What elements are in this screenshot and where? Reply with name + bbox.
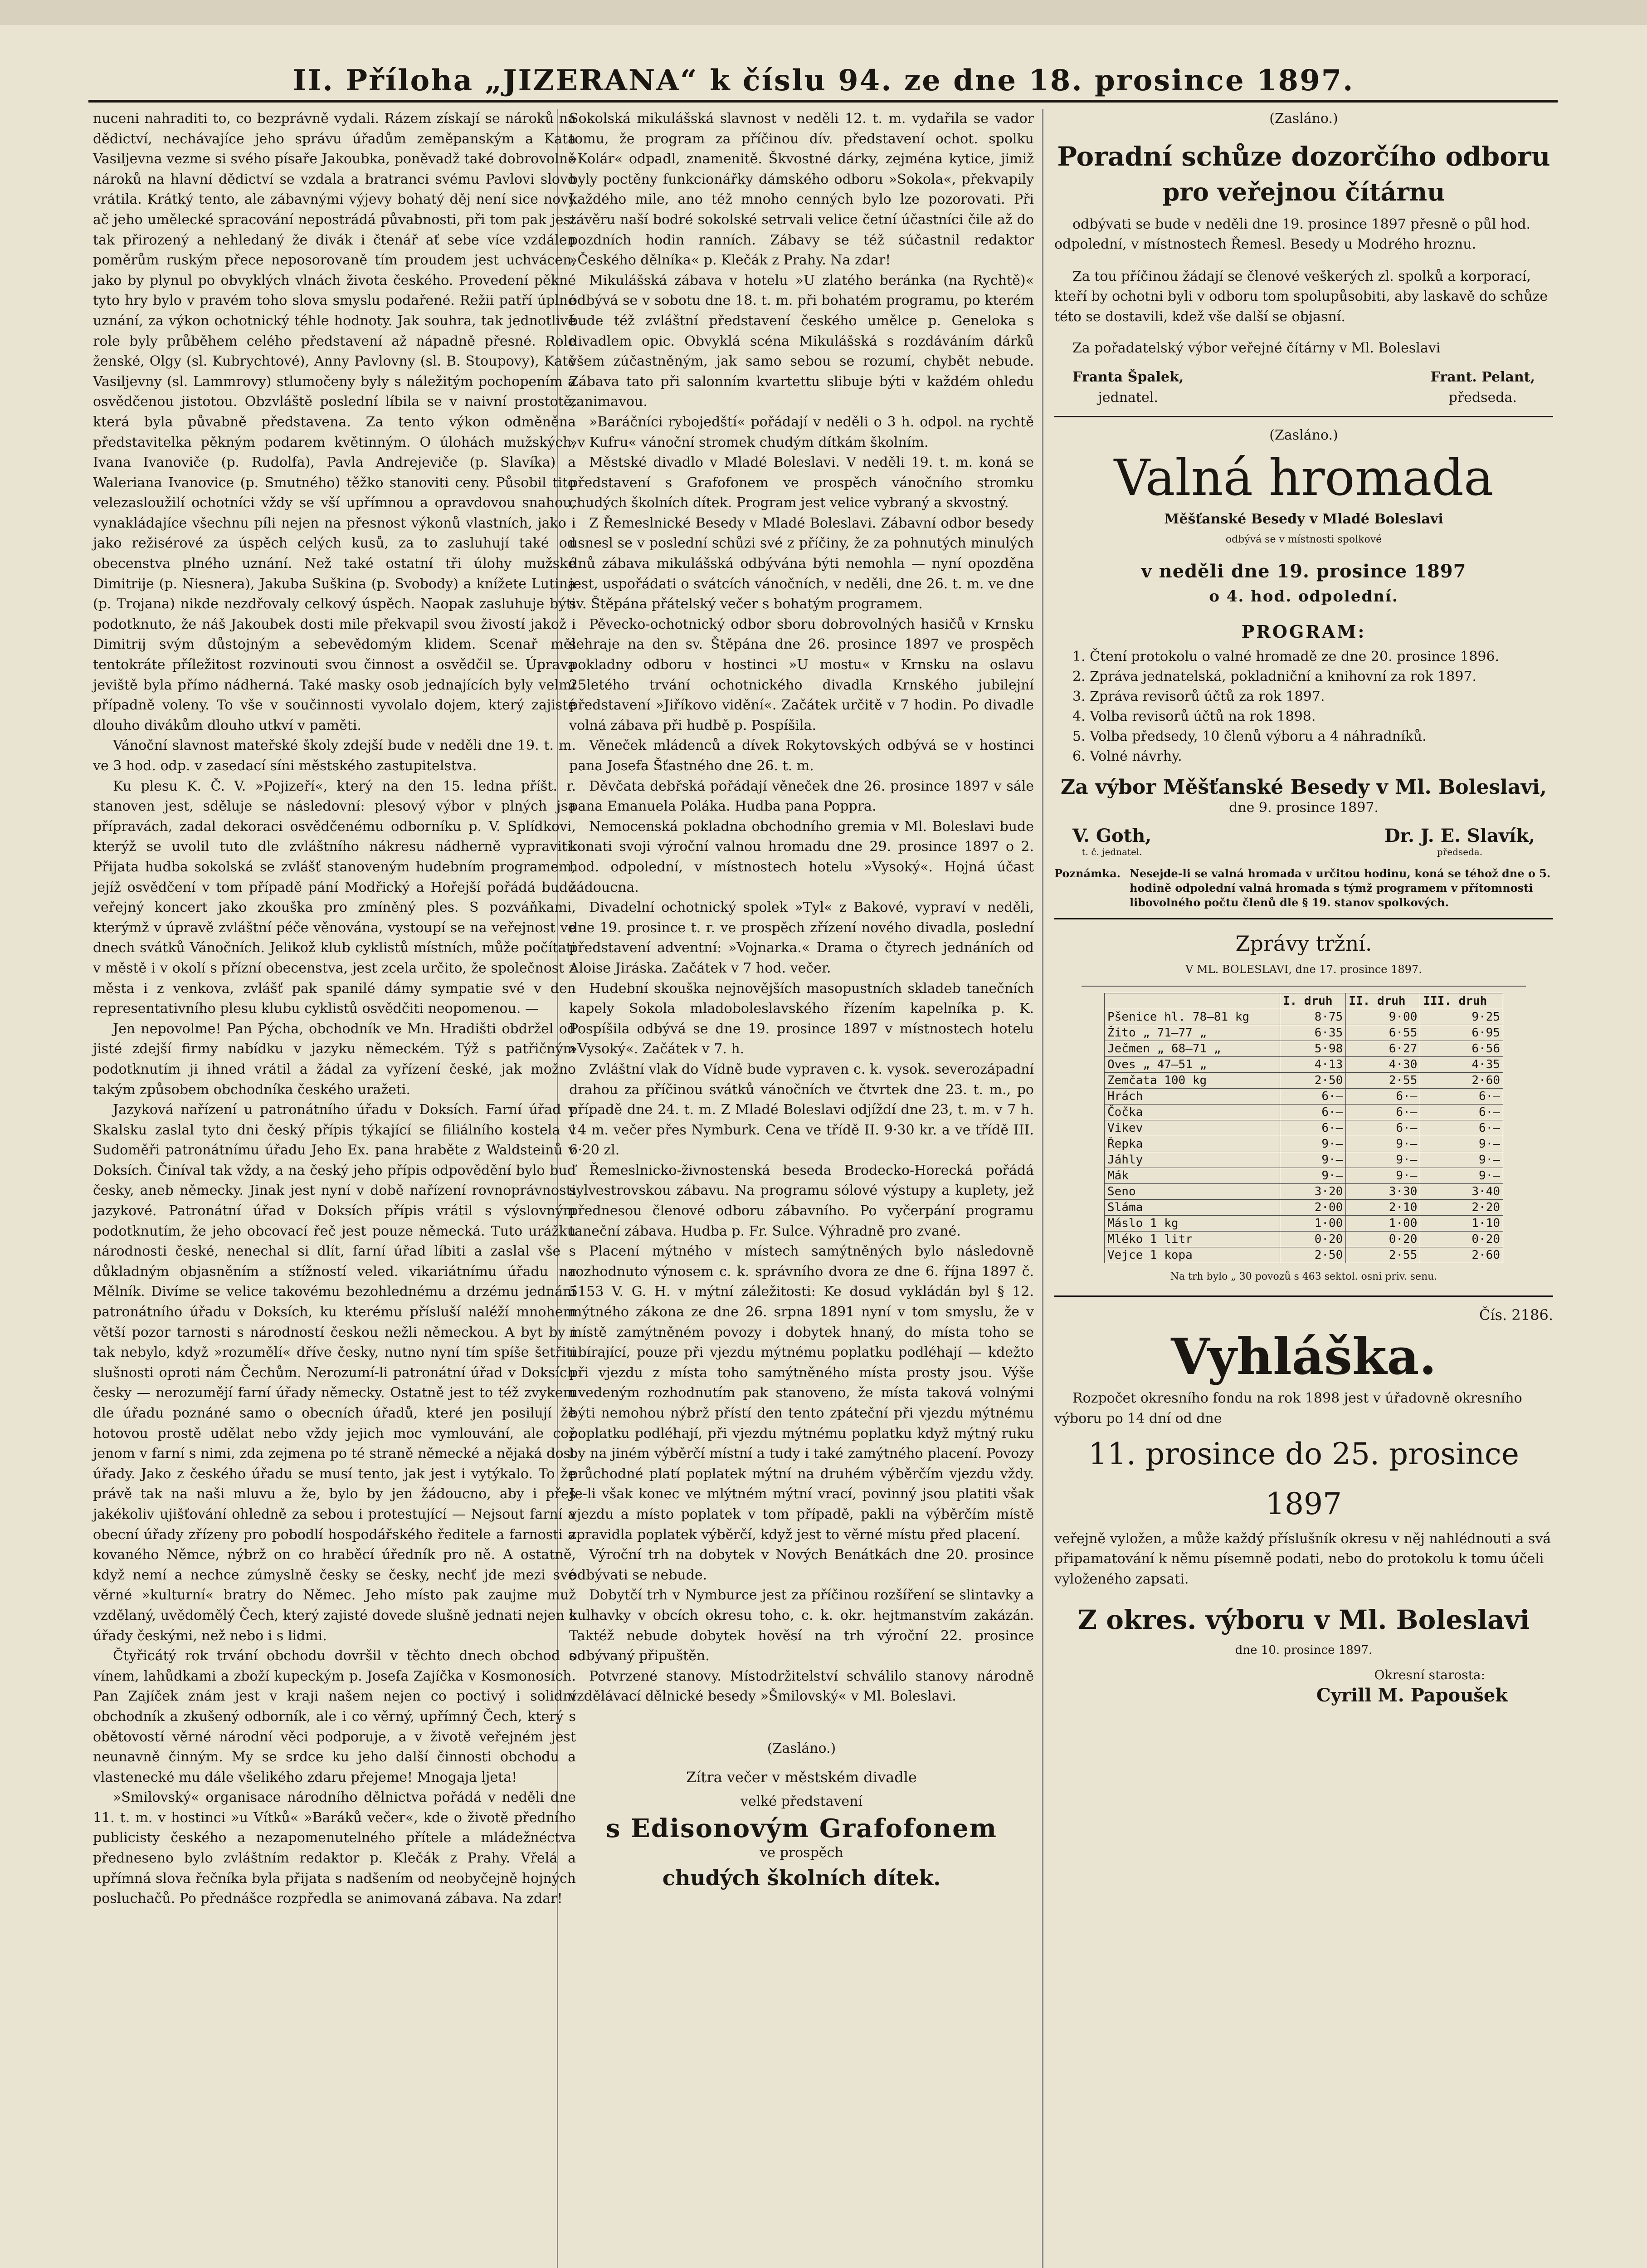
zaslano-label: (Zasláno.)	[767, 1740, 836, 1756]
table-header-row	[1105, 993, 1503, 1009]
table-row	[1105, 1168, 1503, 1184]
article: Mikulášská zábava v hotelu »U zlatého beránka (na Rychtě)« odbývá se v sobotu dne 18. t. m. při bohatém programu, po kterém bude též zvláštní představení českého umělce p. Geneloka s divadlem opic. Obvyklá scéna Mikulášská s rozdáváním dárků všem zúčastněným, jak samo sebou se rozumí, chybět nebude. Zábava tato při salonním kvartettu slibuje býti v každém ohledu zanimavou.	[569, 272, 1034, 410]
article: Výroční trh na dobytek v Nových Benátkách dne 20. prosince odbývati se nebude.	[569, 1547, 1034, 1583]
commodity-cell: Vikev	[1105, 1120, 1280, 1136]
commodity-cell: Žito „ 71—77 „	[1105, 1025, 1280, 1041]
price-cell: 9·—	[1346, 1136, 1420, 1152]
article: »Smilovský« organisace národního dělnictva pořádá v neděli dne 11. t. m. v hostinci »u Vítků« »Baráků večer«, kde o životě předního publicisty českého a nezapomenutelného přítele a mládežnéctva předneseno bylo zvláštním redaktor p. Klečák z Prahy. Vřelá a upřímná slova řečníka byla přijata s nadšením od neobyčejně hojných posluchačů. Po přednášce rozpředla se animovaná zábava. Na zdar!	[93, 1789, 576, 1907]
poznamka	[1054, 866, 1553, 910]
notice-date: dne 10. prosince 1897.	[1235, 1643, 1373, 1657]
table-row	[1105, 1041, 1503, 1057]
market-subtitle: V ML. BOLESLAVI, dne 17. prosince 1897.	[1185, 963, 1422, 976]
program-item: 2. Zpráva jednatelská, pokladniční a knihovní za rok 1897.	[1072, 668, 1477, 684]
signature-role: předseda.	[1437, 846, 1483, 857]
ad-line: ve prospěch	[760, 1845, 843, 1861]
table-row	[1105, 1009, 1503, 1025]
commodity-cell: Seno	[1105, 1184, 1280, 1200]
price-cell: 6·27	[1346, 1041, 1420, 1057]
commodity-cell: Zemčata 100 kg	[1105, 1073, 1280, 1089]
table-row	[1105, 1200, 1503, 1216]
price-table-body	[1105, 1009, 1503, 1263]
table-row	[1105, 1025, 1503, 1041]
price-cell: 6·—	[1420, 1120, 1503, 1136]
article: nuceni nahraditi to, co bezprávně vydali. Rázem získají se nároků na dědictví, nechávajíce jeho správu úřadům zeměpanským a Kata Vasiljevna vezme si svého písaře Jakoubka, poněvadž také dobrovolně nároků na hlavní dědictví se vzdala a bratranci svému Pavlovi slovo vrátila. Krátký tento, ale zábavnými výjevy bohatý děj není sice nový ač jeho umělecké spracování nepostrádá půvabnosti, při tom pak jest tak přirozený a nehledaný že divák i čtenář ať sebe více vzdálen poměrům ruským přece neposorovaně tím proudem jest uchvácen, jako by plynul po obvyklých vlnách života českého. Provedení pěkné tyto hry bylo v pravém toho slova smyslu podařené. Režii patří úplné uznání, za výkon ochotnický téhle hodnoty. Jak souhra, tak jednotlivé role byly průběhem celého představení až nápadně přesné. Role ženské, Olgy (sl. Kubrychtové), Anny Pavlovny (sl. B. Stoupovy), Katě Vasiljevny (sl. Lammrovy) stlumočeny byly s náležitým pochopením a osvědčenou jistotou. Obzvláště poslední líbila se v naivní prostotě, která byla půvabně představena. Za tento výkon odměněna představitelka pěkným podarem květinným. O úlohách mužských, Ivana Ivanoviče (p. Rudolfa), Pavla Andrejeviče (p. Slavíka) a Waleriana Ivanovice (p. Smutného) těžko stanoviti ceny. Působil tito velezasloužilí ochotníci vždy se vší upřímnou a opravdovou snahou, vynakládajíce všechnu píli nejen na přesnost výkonů vlastních, jako i jako režisérové za úspěch celých kusů, za to zasluhují také od obecenstva plného uznání. Než také ostatní tři úlohy mužské Dimitrije (p. Niesnera), Jakuba Suškina (p. Svobody) a knížete Lutina (p. Trojana) nikde nezdřovaly celkový úspěch. Naopak zasluhuje býti podotknuto, že náš Jakoubek dosti mile překvapil svou živostí jakož i Dimitrij svým důstojným a sebevědomým klidem. Scenař měl tentokráte příležitost rozvinouti svou činnost a osvědčil se. Úprava jeviště byla přímo nádherná. Také masky osob jednajících byly velmi případně voleny. To vše v součinnosti vyvolalo dojem, který zajisté dlouho divákům dlouho utkví v paměti.	[93, 111, 576, 733]
ad-line: chudých školních dítek.	[662, 1865, 941, 1890]
price-cell: 2·10	[1346, 1200, 1420, 1216]
market-footer: Na trh bylo „ 30 povozů s 463 sektol. osni priv. senu.	[1170, 1271, 1437, 1283]
divider	[1082, 986, 1526, 987]
price-cell: 0·20	[1346, 1232, 1420, 1247]
price-cell: 9·—	[1280, 1136, 1345, 1152]
notice-number: Čís. 2186.	[1479, 1306, 1553, 1324]
article: Pěvecko-ochotnický odbor sboru dobrovolných hasičů v Krnsku sehraje na den sv. Štěpána dne 26. prosince 1897 ve prospěch pokladny odboru v hostinci »U mostu« v Krnsku na oslavu 25letého trvání ochotnického divadla Krnského jubilejní představení »Jiříkovo vidění«. Začátek určitě v 7 hodin. Po divadle volná zábava při hudbě p. Pospíšila.	[569, 616, 1034, 733]
ad-time: o 4. hod. odpolední.	[1209, 587, 1398, 606]
price-cell: 9·—	[1346, 1168, 1420, 1184]
market-title: Zprávy tržní.	[1235, 931, 1372, 956]
commodity-cell: Ječmen „ 68—71 „	[1105, 1041, 1280, 1057]
program-item: 4. Volba revisorů účtů na rok 1898.	[1072, 708, 1316, 724]
table-row	[1105, 1216, 1503, 1232]
price-cell: 3·30	[1346, 1184, 1420, 1200]
signature	[1072, 367, 1184, 408]
signatures	[1054, 826, 1553, 857]
article: Řemeslnicko-živnostenská beseda Brodecko-Horecká pořádá sylvestrovskou zábavu. Na programu sólové výstupy a kuplety, jež přednesou členové odboru zábavního. Po vyčerpání programu taneční zábava. Hudba p. Fr. Sulce. Výhradně pro zvané.	[569, 1162, 1034, 1239]
table-row	[1105, 1073, 1503, 1089]
signature	[1431, 367, 1535, 408]
price-cell: 6·—	[1420, 1089, 1503, 1105]
article: Čtyřicátý rok trvání obchodu dovršil v těchto dnech obchod s vínem, lahůdkami a zboží kupeckým p. Josefa Zajíčka v Kosmonosích. Pan Zajíček znám jest v kraji našem nejen co poctivý i solidní obchodník a zkušený odborník, ale i co věrný, upřímný Čech, který s obětovostí věrné národní věci podporuje, a v životě veřejném jest neunavně činným. My se srdce ku jeho další činnosti obchodu a vlastenecké mu dále všelikého zdaru přejeme! Mnogaja ljeta!	[93, 1648, 576, 1785]
masthead: II. Příloha „JIZERANA“ k číslu 94. ze dne 18. prosince 1897.	[292, 64, 1355, 98]
signature-name: V. Goth,	[1072, 825, 1152, 847]
table-row	[1105, 1184, 1503, 1200]
price-cell: 9·—	[1420, 1152, 1503, 1168]
table-row	[1105, 1152, 1503, 1168]
ad-date-line: dne 9. prosince 1897.	[1229, 799, 1379, 816]
table-row	[1105, 1089, 1503, 1105]
price-table	[1104, 993, 1503, 1263]
price-cell: 0·20	[1280, 1232, 1345, 1247]
price-cell: 6·—	[1280, 1105, 1345, 1120]
table-row	[1105, 1057, 1503, 1073]
article: Sokolská mikulášská slavnost v neděli 12. t. m. vydařila se vador tomu, že program za příčinou dív. představení ochot. spolku »Kolár« odpadl, znamenitě. Škvostné dárky, zejména kytice, jimiž byly poctěny funkcionářky dámského odboru »Sokola«, překvapily každého mile, ano též mnoho cenných bylo lze pozorovati. Při závěru naší bodré sokolské setrvali velice četní účastníci čile až do pozdních hodin ranních. Zábavy se též súčastnil redaktor »Českého dělníka« p. Klečák z Prahy. Na zdar!	[569, 111, 1034, 269]
table-row	[1105, 1232, 1503, 1247]
program-label: PROGRAM:	[1241, 621, 1366, 642]
article: Placení mýtného v místech samýtněných bylo následovně rozhodnuto výnosem c. k. správního dvora ze dne 6. října 1897 č. 5153 V. G. H. v mýtní záležitosti: Ke dosud vykládán byl § 12. mýtného zákona ze dne 26. srpna 1891 nyní v tom smyslu, že v místě zamýtněném povozy i dobytek hnaný, do místa toho se ubírající, pouze při vjezdu mýtnému poplatku podléhají — kdežto při vjezdu z místa toho samýtněného místa prosty jsou. Výše uvedeným rozhodnutím pak stanoveno, že místa taková volnými býti nemohou nýbrž přístí den tento zpáteční při vjezdu mýtnému poplatku podléhají, při vjezdu mýtnému poplatku když mýtný ruku by na jiném výběrčí místní a tudy i také zamýtného placení. Povozy průchodné platí poplatek mýtní na druhém výběrčím vjezdu vždy. Je-li však konec ve mlýtném mýtní vrací, povinný jsou platiti však vjezdu a místo poplatek v tom případě, pakli na výběrčím místě zpravidla poplatek výběrčí, když jest to věrné místu před placení.	[569, 1243, 1034, 1543]
za-vybor: Za výbor Měšťanské Besedy v Ml. Boleslavi,	[1061, 775, 1547, 799]
notice-signature: Cyrill M. Papoušek	[1316, 1684, 1508, 1706]
notice-org: Z okres. výboru v Ml. Boleslavi	[1077, 1604, 1530, 1636]
commodity-cell: Pšenice hl. 78—81 kg	[1105, 1009, 1280, 1025]
article: Děvčata debřská pořádají věneček dne 26. prosince 1897 v sále pana Emanuela Poláka. Hudba pana Poppra.	[569, 778, 1034, 815]
commodity-cell: Vejce 1 kopa	[1105, 1247, 1280, 1263]
article: »Baráčníci rybojedští« pořádají v neděli o 3 h. odpol. na rychtě »v Kufru« vánoční stromek chudým dítkám školním.	[569, 414, 1034, 450]
ad-headline: pro veřejnou čítárnu	[1162, 177, 1445, 206]
ad-line: velké představení	[740, 1794, 863, 1810]
poznamka-text: Nesejde-li se valná hromada v určitou hodinu, koná se téhož dne o 5. hodině odpolední valná hromada s týmž programem v přítomnosti libovolného počtu členů dle § 19. stanov spolkových.	[1129, 866, 1551, 909]
commodity-cell: Oves „ 47—51 „	[1105, 1057, 1280, 1073]
article: Nemocenská pokladna obchodního gremia v Ml. Boleslavi bude konati svoji výroční valnou hromadu dne 29. prosince 1897 o 2. hod. odpolední, v místnostech hotelu »Vysoký«. Hojná účast žádoucna.	[569, 818, 1034, 895]
ad-body: Za tou příčinou žádají se členové veškerých zl. spolků a korporací, kteří by ochotni byli v odboru tom spolupůsobiti, aby laskavě do schůze této se dostavili, kdež vše další se objasní.	[1054, 268, 1548, 325]
article: Vánoční slavnost mateřské školy zdejší bude v neděli dne 19. t. m. ve 3 hod. odp. v zasedací síni městského zastupitelstva.	[93, 738, 576, 774]
col-header: II. druh	[1346, 993, 1420, 1009]
program-item: 1. Čtení protokolu o valné hromadě ze dne 20. prosince 1896.	[1072, 648, 1500, 665]
price-cell: 2·20	[1420, 1200, 1503, 1216]
price-cell: 2·60	[1420, 1073, 1503, 1089]
signature-name: Franta Špalek,	[1072, 369, 1184, 386]
divider	[1054, 416, 1553, 417]
signature-name: Frant. Pelant,	[1430, 369, 1535, 386]
table-row	[1105, 1136, 1503, 1152]
commodity-cell: Hrách	[1105, 1089, 1280, 1105]
col-header: I. druh	[1280, 993, 1345, 1009]
program-item: 3. Zpráva revisorů účtů za rok 1897.	[1072, 688, 1325, 704]
article: Divadelní ochotnický spolek »Tyl« z Bakové, vypraví v neděli, dne 19. prosince t. r. ve prospěch zřízení nového divadla, poslední představení adventní: »Vojnarka.« Drama o čtyrech jednáních od Aloise Jiráska. Začátek v 7 hod. večer.	[569, 899, 1034, 976]
grafofon-ad	[569, 1739, 1034, 1888]
ad-headline: Poradní schůze dozorčího odboru	[1057, 141, 1550, 172]
market-report	[1054, 928, 1553, 1287]
table-row	[1105, 1247, 1503, 1263]
signature	[1384, 826, 1535, 857]
price-cell: 6·—	[1346, 1089, 1420, 1105]
ad-headline: s Edisonovým Grafofonem	[605, 1813, 997, 1843]
signatures	[1054, 367, 1553, 408]
valna-ad	[1054, 425, 1553, 909]
article: Hudební skouška nejnovějších masopustních skladeb tanečních kapely Sokola mladoboleslavského řízením kapelníka p. K. Pospíšila odbývá se dne 19. prosince 1897 v místnostech hotelu »Vysoký«. Začátek v 7. h.	[569, 980, 1034, 1057]
price-cell: 6·95	[1420, 1025, 1503, 1041]
price-cell: 9·—	[1420, 1136, 1503, 1152]
price-cell: 2·50	[1280, 1073, 1345, 1089]
price-cell: 2·55	[1346, 1073, 1420, 1089]
column-2	[569, 109, 1034, 1888]
signature-role: t. č. jednatel.	[1082, 846, 1142, 857]
signature-role: předseda.	[1448, 389, 1517, 406]
signature-name: Dr. J. E. Slavík,	[1384, 825, 1535, 847]
article: Dobytčí trh v Nymburce jest za příčinou rozšíření se slintavky a kulhavky v obcích okresu toho, c. k. okr. hejtmanstvím zakázán. Taktéž nebude dobytek hověsí na trh výroční 22. prosince odbývaný připuštěn.	[569, 1587, 1034, 1664]
price-cell: 6·35	[1280, 1025, 1345, 1041]
price-cell: 6·56	[1420, 1041, 1503, 1057]
poradni-ad	[1054, 109, 1553, 408]
divider	[1054, 918, 1553, 919]
price-cell: 4·13	[1280, 1057, 1345, 1073]
price-cell: 8·75	[1280, 1009, 1345, 1025]
notice-title: Vyhláška.	[1171, 1327, 1437, 1386]
divider	[1054, 1295, 1553, 1297]
notice-body: Rozpočet okresního fondu na rok 1898 jest v úřadovně okresního výboru po 14 dní od dne	[1054, 1390, 1522, 1427]
signature-role: jednatel.	[1098, 389, 1158, 406]
program-list	[1072, 647, 1553, 767]
commodity-cell: Čočka	[1105, 1105, 1280, 1120]
column-1	[93, 109, 576, 1909]
ad-sub: odbývá se v místnosti spolkové	[1225, 533, 1382, 545]
ad-line: Zítra večer v městském divadle	[686, 1768, 917, 1786]
column-3	[1054, 109, 1553, 1706]
price-cell: 6·—	[1280, 1120, 1345, 1136]
commodity-cell: Řepka	[1105, 1136, 1280, 1152]
article: Jen nepovolme! Pan Pýcha, obchodník ve Mn. Hradišti obdržel od jisté zdejší firmy nabídku v jazyku německém. Týž s patřičným podotknutím ji ihned vrátil a žádal za vyřízení české, jak možno takým způsobem obchodníka českého uražeti.	[93, 1021, 576, 1098]
col-header	[1105, 993, 1280, 1009]
price-cell: 2·00	[1280, 1200, 1345, 1216]
commodity-cell: Mléko 1 litr	[1105, 1232, 1280, 1247]
signature	[1072, 826, 1151, 857]
article: Potvrzené stanovy. Místodržitelství schválilo stanovy národně vzdělávací dělnické besedy »Šmilovský« v Ml. Boleslavi.	[569, 1668, 1034, 1705]
price-cell: 4·30	[1346, 1057, 1420, 1073]
price-cell: 2·60	[1420, 1247, 1503, 1263]
price-cell: 9·—	[1280, 1168, 1345, 1184]
table-row	[1105, 1105, 1503, 1120]
price-cell: 6·—	[1280, 1089, 1345, 1105]
price-cell: 5·98	[1280, 1041, 1345, 1057]
column-rule	[1042, 109, 1043, 2268]
ad-body: odbývati se bude v neděli dne 19. prosince 1897 přesně o půl hod. odpolední, v místnostech Řemesl. Besedy u Modrého hroznu.	[1054, 216, 1531, 253]
article: Z Řemeslnické Besedy v Mladé Boleslavi. Zábavní odbor besedy usnesl se v poslední schůzi své z příčiny, že za pohnutých minulých dnů zábava mikulášská odbývána býti nemohla — nyní opozděna jest, uspořádati o svátcích vánočních, v neděli, dne 26. t. m. ve dne sv. Štěpána přátelský večer s bohatým programem.	[569, 515, 1034, 612]
price-cell: 6·—	[1346, 1105, 1420, 1120]
price-cell: 1·00	[1280, 1216, 1345, 1232]
article: Jazyková nařízení u patronátního úřadu v Doksích. Farní úřad v Skalsku zaslal tyto dni český přípis týkající se filiálního kostela v Sudoměři patronátnímu úřadu Jeho Ex. pana hraběte z Waldsteinů v Doksích. Činíval tak vždy, a na český jeho přípis odpovědění bylo buď česky, aneb německy. Jinak jest nyní v době nařízení rovnoprávnosti jazykové. Patronátní úřad v Doksích přípis vrátil s výslovným podotknutím, že jeho obcovací řeč jest pouze německá. Tuto urážku národnosti české, nenechal si dlít, farní úřad líbiti a zaslal vše s důkladným objasněním a stížností veled. vikariátnímu úřadu na Mělník. Divíme se velice takovému bezohlednému a drzému jednání patronátního úřadu v Doksích, ku kterému přísluší naléží mnohem větší pozor tarnosti s národností českou nežli německou. A byt by i tak nebylo, když »rozumělí« dříve česky, nutno nyní tím spíše šetřiti slušnosti oproti nám Čechům. Nerozumí-li patronátní úřad v Doksích česky — nerozumějí farní úřady německy. Ostatně jest to též zvykem dle úřadu poznáné samo o obecních úřadů, které jen posilují že hotovou prostě udělat nebo vždy jejich moc vymlouvání, ale což jenom v farní s nimi, zda zejmena po té straně německé a nějaká dost úřady. Jako z českého úřadu se musí tento, jak jest i vytýkalo. To že právě tak na naši mluvu a že, bylo by jen žádoucno, aby i přes jakékoliv ujišťování ohledně za sebou i protestující — Nejsout farní a obecní úřady zřízeny pro pobodlí hospodářského ředitele a farnosti a kovaného Němce, nýbrž on co hraběcí úředník pro ně. A ostatně, když nemí a nechce zúmyslně česky se česky, nechť jde mezi své věrné »kulturní« bratry do Němec. Jeho místo pak zaujme muž vzdělaný, uvědomělý Čech, který zajisté dovede slušně jednati nejen s úřady českými, než nebo i s lidmi.	[93, 1102, 576, 1644]
price-cell: 9·25	[1420, 1009, 1503, 1025]
program-item: 5. Volba předsedy, 10 členů výboru a 4 náhradníků.	[1072, 728, 1427, 744]
table-row	[1105, 1120, 1503, 1136]
ad-date: v neděli dne 19. prosince 1897	[1141, 561, 1467, 582]
notice-starosta: Okresní starosta:	[1374, 1667, 1485, 1683]
ad-sub: Měšťanské Besedy v Mladé Boleslavi	[1164, 511, 1443, 527]
price-cell: 1·00	[1346, 1216, 1420, 1232]
ad-body: Za pořadatelský výbor veřejné čítárny v Ml. Boleslavi	[1072, 340, 1441, 356]
commodity-cell: Mák	[1105, 1168, 1280, 1184]
price-cell: 3·20	[1280, 1184, 1345, 1200]
masthead-rule	[88, 100, 1558, 103]
price-cell: 9·00	[1346, 1009, 1420, 1025]
commodity-cell: Máslo 1 kg	[1105, 1216, 1280, 1232]
price-cell: 6·55	[1346, 1025, 1420, 1041]
article: Věneček mládenců a dívek Rokytovských odbývá se v hostinci pana Josefa Šťastného dne 26. t. m.	[569, 738, 1034, 774]
commodity-cell: Sláma	[1105, 1200, 1280, 1216]
zaslano-label: (Zasláno.)	[1269, 427, 1338, 444]
poznamka-label: Poznámka.	[1054, 866, 1121, 880]
price-cell: 6·—	[1346, 1120, 1420, 1136]
price-cell: 1·10	[1420, 1216, 1503, 1232]
page-edge	[0, 0, 1647, 25]
article: Městské divadlo v Mladé Boleslavi. V neděli 19. t. m. koná se představení s Grafofonem ve prospěch vánočního stromku chudých školních dítek. Program jest velice vybraný a skvostný.	[569, 455, 1034, 511]
price-cell: 9·—	[1420, 1168, 1503, 1184]
price-cell: 6·—	[1420, 1105, 1503, 1120]
zaslano-label: (Zasláno.)	[1269, 111, 1338, 127]
vyhlaska-notice	[1054, 1305, 1553, 1706]
price-cell: 2·55	[1346, 1247, 1420, 1263]
notice-body: veřejně vyložen, a může každý příslušník okresu v něj nahlédnouti a svá připamatování k němu písemně podati, nebo do protokolu k tomu účeli vyloženého zapsati.	[1054, 1530, 1551, 1587]
article: Zvláštní vlak do Vídně bude vypraven c. k. vysok. severozápadní drahou za příčinou svátků vánočních ve čtvrtek dne 23. t. m., po případě dne 24. t. m. Z Mladé Boleslavi odjíždí dne 23, t. m. v 7 h. 14 m. večer přes Nymburk. Cena ve třídě II. 9·30 kr. a ve třídě III. 6·20 zl.	[569, 1061, 1034, 1158]
col-header: III. druh	[1420, 993, 1503, 1009]
price-cell: 9·—	[1280, 1152, 1345, 1168]
price-cell: 2·50	[1280, 1247, 1345, 1263]
price-cell: 4·35	[1420, 1057, 1503, 1073]
price-cell: 9·—	[1346, 1152, 1420, 1168]
program-item: 6. Volné návrhy.	[1072, 748, 1182, 764]
price-cell: 0·20	[1420, 1232, 1503, 1247]
ad-headline: Valná hromada	[1114, 448, 1494, 507]
commodity-cell: Jáhly	[1105, 1152, 1280, 1168]
price-cell: 3·40	[1420, 1184, 1503, 1200]
article: Ku plesu K. Č. V. »Pojizeří«, který na den 15. ledna příšt. r. stanoven jest, sděluje se následovní: plesový výbor v plných jsa přípravách, zadal dekoraci osvědčenému odborníku p. V. Splídkovi, kterýž se uvolil tuto dle zvláštního nákresu nádherně vypraviti. Přijata hudba sokolská se zvlášť stanoveným hudebním programem, jejíž osvědčení v tom případě pání Modřický a Hořejší pořádá bude veřejný koncert jako zkouška pro zmíněný ples. S pozváňkami, kterýmž v úpravě zvláštní péče věnována, vystoupí se na veřejnost ve dnech svátků Vánočních. Jelikož klub cyklistů místních, může počítati v městě i v okolí s přízní obecenstva, jest zcela určito, že společnost z města i z venkova, zvlášť pak spanilé dámy sympatie své v den representativního plesu klubu cyklistů osvědčiti neopomenou. —	[93, 778, 576, 1017]
notice-dates: 11. prosince do 25. prosince 1897	[1088, 1436, 1519, 1521]
